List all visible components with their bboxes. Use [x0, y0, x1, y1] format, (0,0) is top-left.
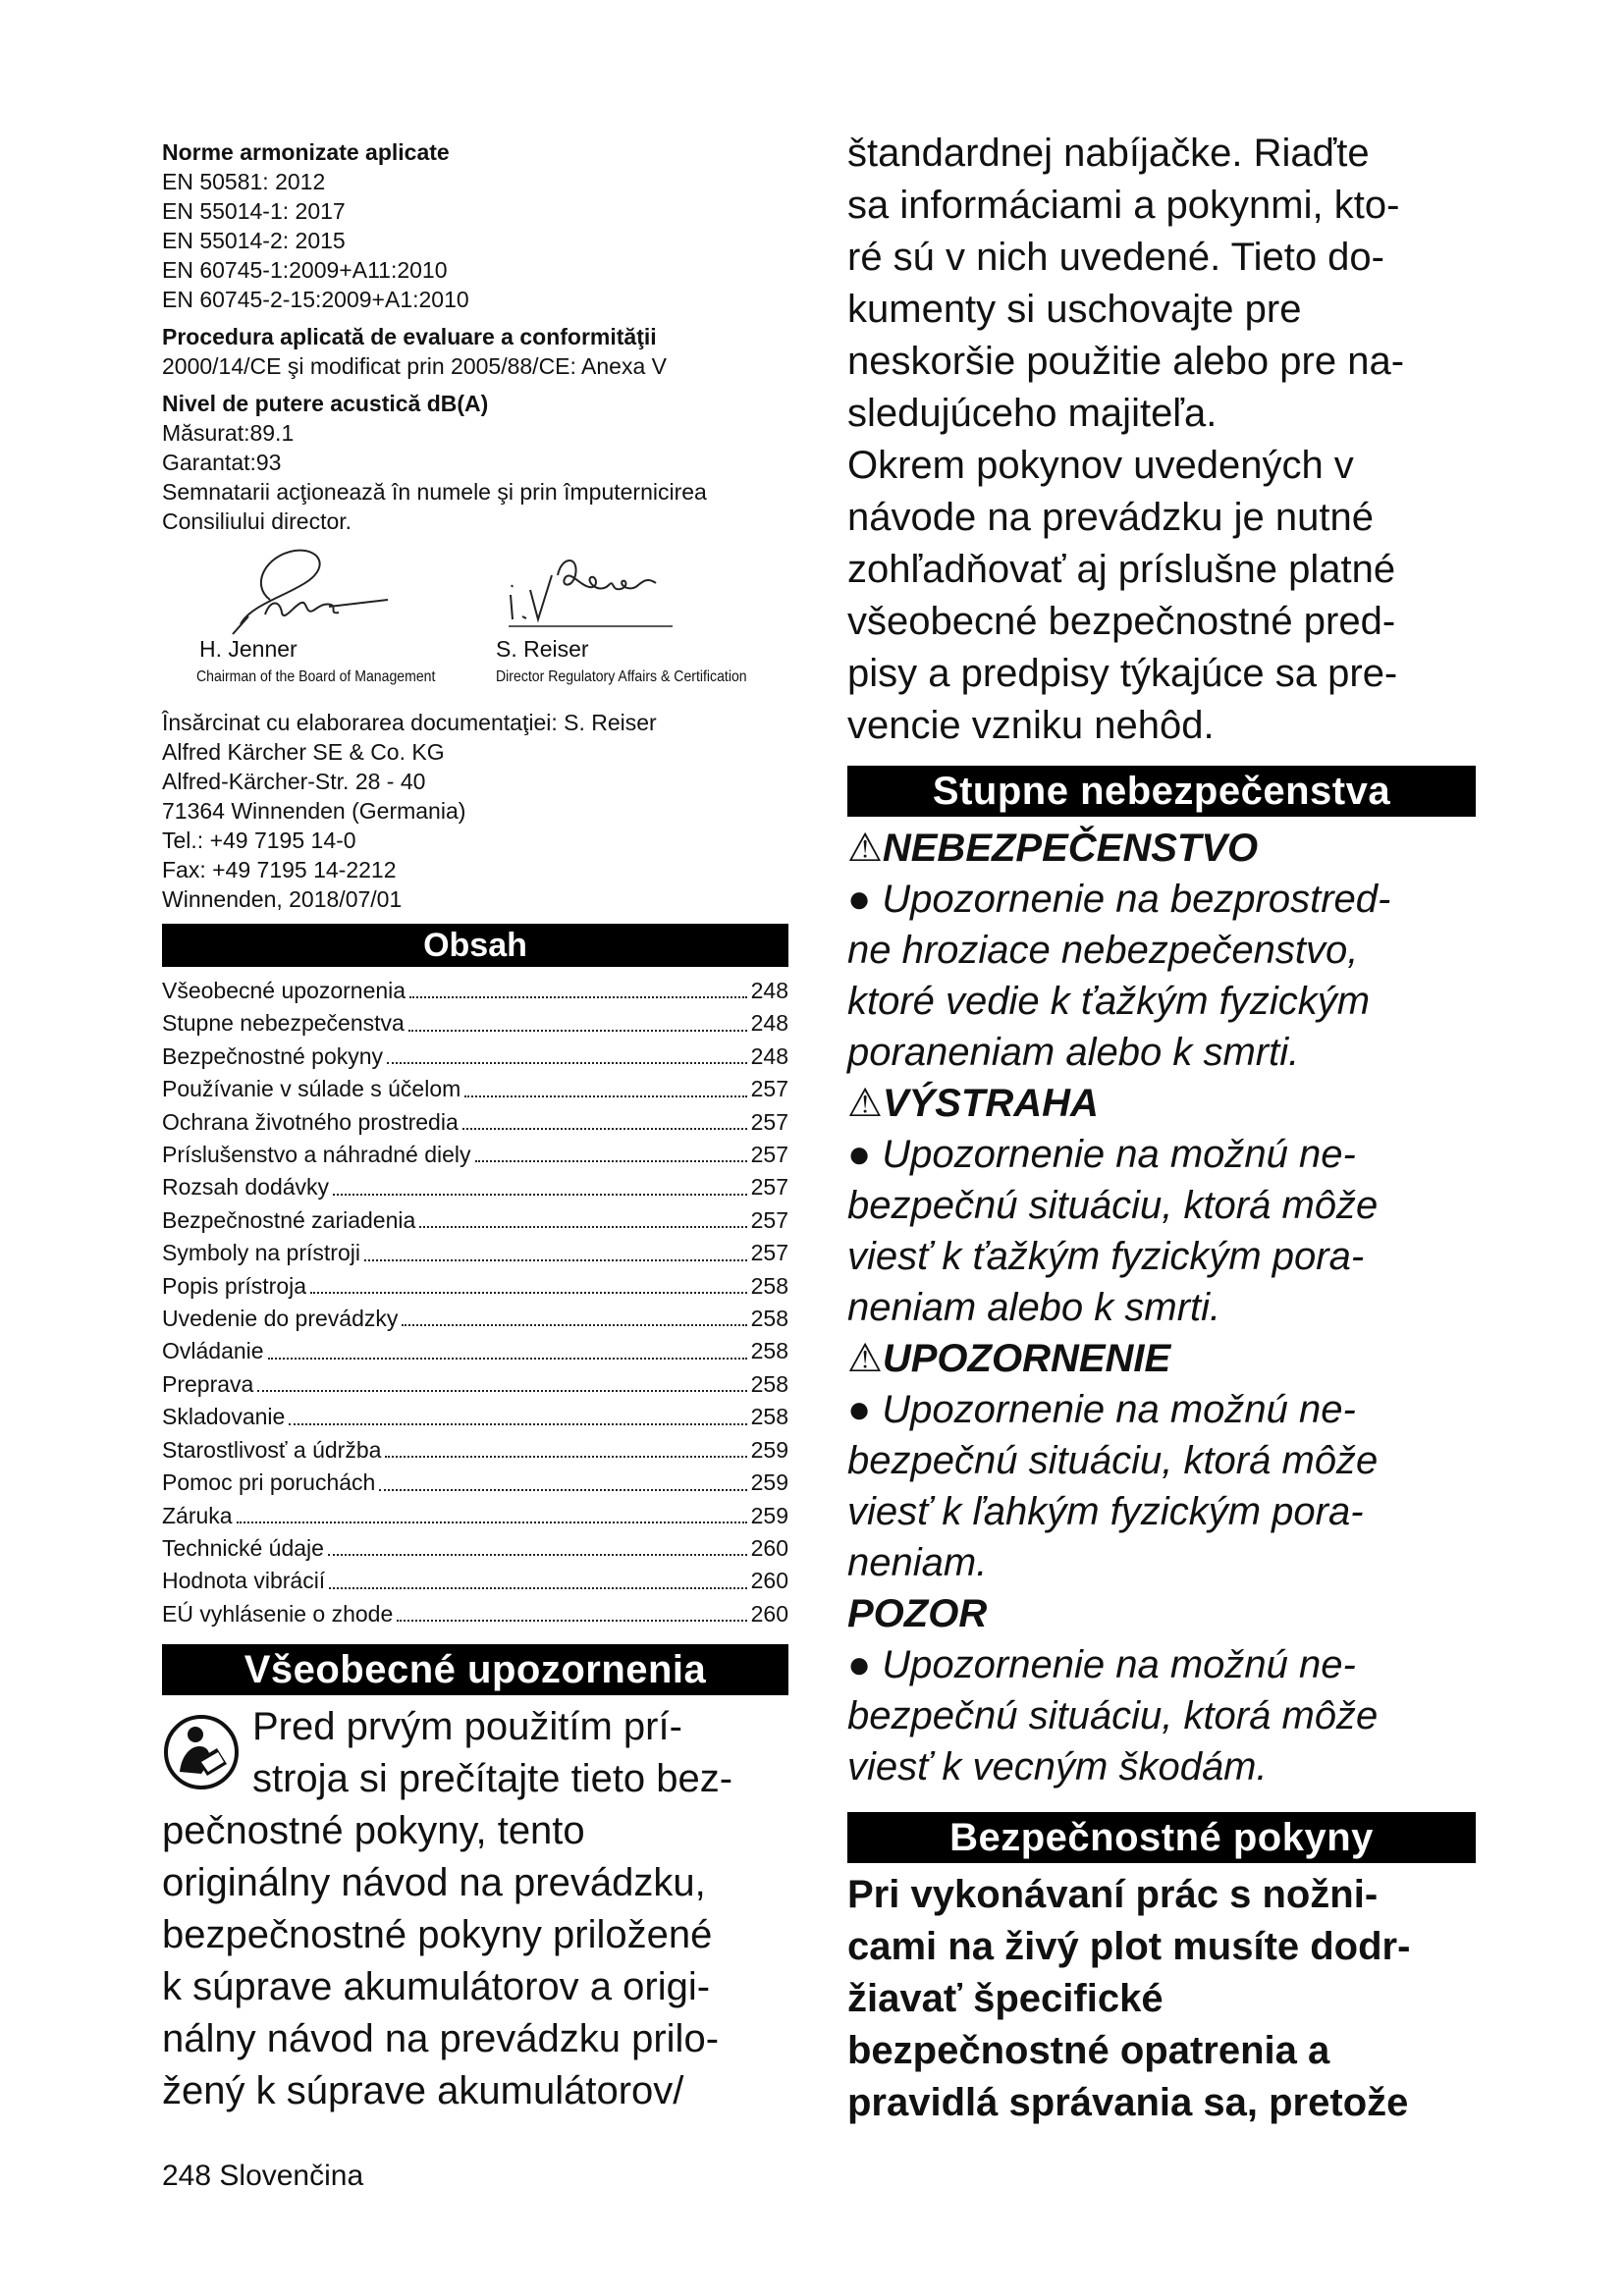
- toc-dot-leader: [409, 996, 747, 998]
- toc-entry[interactable]: [162, 1303, 788, 1335]
- toc-entry[interactable]: [162, 1270, 788, 1303]
- toc-entry-title: Ochrana životného prostredia: [162, 1108, 459, 1135]
- general-text-line: stroja si prečítajte tieto bez-: [252, 1757, 733, 1801]
- signature-reiser: [501, 546, 677, 639]
- hazard-level-description: ● Upozornenie na možnú ne- bezpečnú situáciu, ktorá môže viesť k ťažkým fyzickým pora- neniam alebo k smrti.: [847, 1133, 1379, 1329]
- continuation-line: návode na prevádzku je nutné: [847, 496, 1374, 539]
- toc-entry[interactable]: [162, 1007, 788, 1040]
- toc-dot-leader: [408, 1030, 747, 1032]
- toc-dot-leader: [333, 1194, 747, 1196]
- toc-entry-page: 258: [750, 1338, 788, 1364]
- continuation-line: Okrem pokynov uvedených v: [847, 444, 1354, 487]
- warning-triangle-icon: ⚠: [847, 827, 883, 870]
- toc-entry[interactable]: [162, 975, 788, 1007]
- toc-dot-leader: [237, 1522, 747, 1523]
- toc-entry[interactable]: [162, 1204, 788, 1237]
- toc-entry-page: 259: [750, 1469, 788, 1496]
- warning-triangle-icon: ⚠: [847, 1337, 883, 1380]
- signer-right-title: Director Regulatory Affairs & Certification: [496, 668, 747, 685]
- toc-entry-page: 260: [750, 1600, 788, 1627]
- general-text-line: originálny návod na prevádzku,: [162, 1861, 706, 1905]
- toc-entry-title: Záruka: [162, 1502, 233, 1528]
- toc-dot-leader: [364, 1259, 747, 1261]
- contact-line: Alfred Kärcher SE & Co. KG: [162, 739, 445, 765]
- toc-dot-leader: [385, 1456, 746, 1458]
- toc-entry-title: Všeobecné upozornenia: [162, 978, 406, 1003]
- continuation-line: štandardnej nabíjačke. Riaďte: [847, 132, 1370, 175]
- toc-entry-title: EÚ vyhlásenie o zhode: [162, 1600, 394, 1627]
- toc-entry-page: 257: [750, 1174, 788, 1201]
- page-footer: 248 Slovenčina: [162, 2160, 364, 2192]
- toc-dot-leader: [419, 1226, 746, 1228]
- hazard-level-description: ● Upozornenie na bezprostred- ne hroziace nebezpečenstvo, ktoré vedie k ťažkým fyzickým poraneniam alebo k smrti.: [847, 878, 1391, 1074]
- sound-title: Nivel de putere acustică dB(A): [162, 391, 489, 416]
- general-text-line: bezpečnostné pokyny priložené: [162, 1913, 713, 1957]
- contact-line: Alfred-Kärcher-Str. 28 - 40: [162, 769, 426, 794]
- procedure-title: Procedura aplicată de evaluare a conformităţii: [162, 324, 657, 349]
- safety-line: pravidlá správania sa, pretože: [847, 2081, 1409, 2124]
- signer-left-title: Chairman of the Board of Management: [196, 668, 436, 685]
- continuation-line: ré sú v nich uvedené. Tieto do-: [847, 236, 1384, 279]
- toc-entry-title: Rozsah dodávky: [162, 1174, 330, 1201]
- sound-block: [162, 389, 788, 536]
- hazard-levels: [847, 823, 1476, 1792]
- toc-dot-leader: [387, 1062, 747, 1064]
- hazard-level-description: ● Upozornenie na možnú ne- bezpečnú situáciu, ktorá môže viesť k vecným škodám.: [847, 1643, 1379, 1789]
- toc-entry[interactable]: [162, 1401, 788, 1433]
- toc-entry-title: Uvedenie do prevádzky: [162, 1306, 399, 1332]
- toc-entry-page: 257: [750, 1076, 788, 1102]
- right-column: [847, 128, 1476, 2129]
- toc-entry-title: Bezpečnostné pokyny: [162, 1042, 384, 1069]
- toc-entry-page: 248: [750, 1042, 788, 1069]
- toc-entry[interactable]: [162, 1073, 788, 1105]
- toc-entry[interactable]: [162, 1106, 788, 1139]
- toc-entry-title: Pomoc pri poruchách: [162, 1469, 376, 1496]
- standard-item: EN 60745-1:2009+A11:2010: [162, 257, 448, 283]
- toc-dot-leader: [464, 1095, 746, 1097]
- toc-dot-leader: [268, 1358, 747, 1360]
- hazard-level-title: ⚠UPOZORNENIE: [847, 1337, 1171, 1380]
- toc-dot-leader: [397, 1620, 746, 1622]
- continuation-line: vencie vzniku nehôd.: [847, 704, 1215, 747]
- continuation-line: sa informáciami a pokynmi, kto-: [847, 184, 1400, 227]
- toc-entry-page: 260: [750, 1568, 788, 1594]
- toc-entry-page: 257: [750, 1206, 788, 1233]
- toc-dot-leader: [379, 1489, 746, 1491]
- toc-entry[interactable]: [162, 1368, 788, 1401]
- warning-triangle-icon: ⚠: [847, 1082, 883, 1125]
- general-text-line: k súprave akumulátorov a origi-: [162, 1965, 711, 2009]
- toc-entry-page: 259: [750, 1502, 788, 1528]
- continuation-line: pisy a predpisy týkajúce sa pre-: [847, 652, 1398, 695]
- toc-entry[interactable]: [162, 1467, 788, 1499]
- toc-entry-page: 259: [750, 1436, 788, 1463]
- continuation-line: kumenty si uschovajte pre: [847, 288, 1302, 331]
- continuation-line: zohľadňovať aj príslušne platné: [847, 548, 1396, 591]
- toc-dot-leader: [257, 1390, 746, 1392]
- toc-entry-title: Hodnota vibrácií: [162, 1568, 326, 1594]
- toc-entry[interactable]: [162, 1041, 788, 1073]
- safety-text: [847, 1869, 1476, 2129]
- toc-dot-leader: [328, 1554, 747, 1556]
- hazard-level-title: ⚠NEBEZPEČENSTVO: [847, 827, 1259, 870]
- toc-entry-title: Starostlivosť a údržba: [162, 1436, 382, 1463]
- signature-jenner: [211, 546, 388, 639]
- procedure-text: 2000/14/CE şi modificat prin 2005/88/CE: Anexa V: [162, 353, 667, 379]
- contact-line: Însărcinat cu elaborarea documentaţiei: S. Reiser: [162, 710, 657, 735]
- toc-entry-title: Bezpečnostné zariadenia: [162, 1206, 416, 1233]
- contact-block: [162, 708, 788, 914]
- hazard-level-title: POZOR: [847, 1592, 988, 1635]
- toc-dot-leader: [289, 1423, 746, 1425]
- hazard-heading: Stupne nebezpečenstva: [847, 766, 1476, 817]
- toc-entry-title: Preprava: [162, 1370, 254, 1397]
- standards-block: [162, 137, 788, 314]
- toc-entry[interactable]: [162, 1598, 788, 1630]
- standard-item: EN 60745-2-15:2009+A1:2010: [162, 287, 469, 312]
- contact-line: 71364 Winnenden (Germania): [162, 798, 466, 824]
- signatories-text: Semnatarii acţionează în numele şi prin împuternicirea: [162, 479, 707, 505]
- standard-item: EN 55014-1: 2017: [162, 198, 346, 224]
- toc-entry[interactable]: [162, 1171, 788, 1203]
- left-column: [162, 137, 788, 2117]
- safety-heading: Bezpečnostné pokyny: [847, 1812, 1476, 1863]
- toc-entry[interactable]: [162, 1565, 788, 1597]
- general-intro: [162, 1701, 788, 2117]
- toc-dot-leader: [402, 1324, 746, 1326]
- signatories-text: Consiliului director.: [162, 508, 352, 534]
- safety-line: žiavať špecifické: [847, 1977, 1164, 2020]
- toc-entry-title: Technické údaje: [162, 1534, 324, 1561]
- toc-entry-page: 258: [750, 1370, 788, 1397]
- contact-line: Winnenden, 2018/07/01: [162, 886, 403, 912]
- general-text-line: pečnostné pokyny, tento: [162, 1809, 585, 1853]
- toc-entry-page: 258: [750, 1404, 788, 1430]
- table-of-contents: [162, 975, 788, 1630]
- sound-guaranteed: Garantat:93: [162, 450, 282, 475]
- toc-dot-leader: [310, 1292, 747, 1294]
- toc-entry-page: 248: [750, 978, 788, 1003]
- toc-dot-leader: [475, 1160, 747, 1162]
- continuation-text: [847, 128, 1476, 752]
- general-text-line: žený k súprave akumulátorov/: [162, 2069, 684, 2113]
- continuation-line: neskoršie použitie alebo pre na-: [847, 340, 1405, 383]
- safety-line: bezpečnostné opatrenia a: [847, 2029, 1330, 2072]
- toc-entry-page: 248: [750, 1010, 788, 1037]
- safety-line: Pri vykonávaní prác s nožni-: [847, 1873, 1379, 1916]
- toc-dot-leader: [329, 1587, 746, 1589]
- standard-item: EN 50581: 2012: [162, 169, 326, 194]
- toc-entry-title: Používanie v súlade s účelom: [162, 1076, 461, 1102]
- safety-line: cami na živý plot musíte dodr-: [847, 1925, 1411, 1968]
- toc-heading: Obsah: [162, 924, 788, 967]
- toc-entry[interactable]: [162, 1500, 788, 1532]
- toc-entry[interactable]: [162, 1434, 788, 1467]
- toc-entry-page: 258: [750, 1306, 788, 1332]
- contact-line: Tel.: +49 7195 14-0: [162, 828, 356, 853]
- toc-entry-title: Popis prístroja: [162, 1272, 307, 1299]
- toc-entry-page: 260: [750, 1534, 788, 1561]
- signatures: [162, 546, 788, 708]
- general-text-line: Pred prvým použitím prí-: [252, 1705, 682, 1749]
- general-text-line: nálny návod na prevádzku prilo-: [162, 2017, 720, 2061]
- toc-dot-leader: [462, 1128, 747, 1130]
- toc-entry-title: Stupne nebezpečenstva: [162, 1010, 405, 1037]
- general-heading: Všeobecné upozornenia: [162, 1644, 788, 1695]
- toc-entry[interactable]: [162, 1237, 788, 1269]
- toc-entry[interactable]: [162, 1139, 788, 1171]
- toc-entry-title: Ovládanie: [162, 1338, 264, 1364]
- toc-entry-title: Príslušenstvo a náhradné diely: [162, 1142, 471, 1168]
- toc-entry-title: Skladovanie: [162, 1404, 286, 1430]
- procedure-block: [162, 322, 788, 381]
- toc-entry[interactable]: [162, 1335, 788, 1367]
- toc-entry[interactable]: [162, 1532, 788, 1565]
- signer-left-name: H. Jenner: [199, 636, 298, 662]
- toc-entry-page: 258: [750, 1272, 788, 1299]
- toc-entry-page: 257: [750, 1108, 788, 1135]
- read-manual-icon: [162, 1713, 241, 1791]
- contact-line: Fax: +49 7195 14-2212: [162, 857, 397, 882]
- toc-entry-page: 257: [750, 1240, 788, 1266]
- standard-item: EN 55014-2: 2015: [162, 228, 346, 253]
- toc-entry-title: Symboly na prístroji: [162, 1240, 360, 1266]
- sound-measured: Măsurat:89.1: [162, 420, 295, 446]
- toc-entry-page: 257: [750, 1142, 788, 1168]
- hazard-level-description: ● Upozornenie na možnú ne- bezpečnú situáciu, ktorá môže viesť k ľahkým fyzickým pora- neniam.: [847, 1388, 1379, 1584]
- signer-right-name: S. Reiser: [496, 636, 589, 662]
- continuation-line: všeobecné bezpečnostné pred-: [847, 600, 1396, 643]
- continuation-line: sledujúceho majiteľa.: [847, 392, 1218, 435]
- hazard-level-title: ⚠VÝSTRAHA: [847, 1082, 1099, 1125]
- standards-title: Norme armonizate aplicate: [162, 139, 450, 165]
